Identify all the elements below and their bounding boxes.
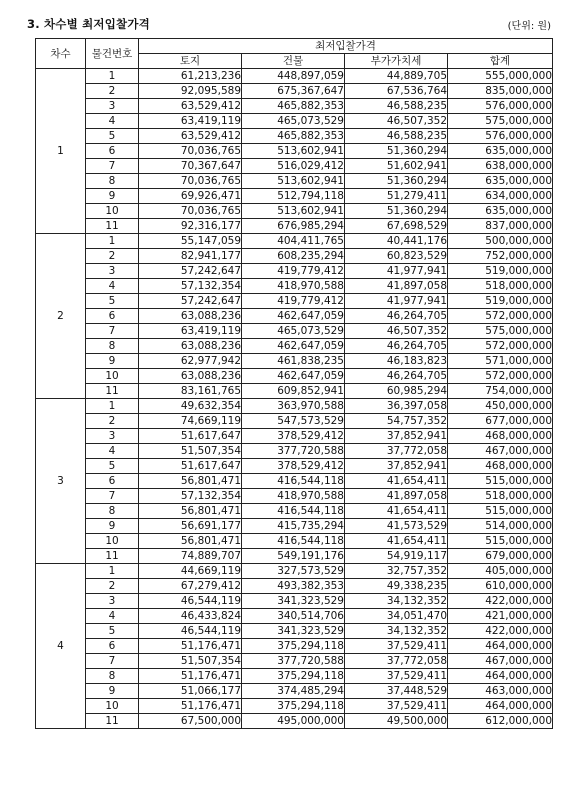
item-number-cell: 2 [86, 84, 139, 99]
total-price-cell: 752,000,000 [448, 249, 553, 264]
vat-cell: 60,985,294 [345, 384, 448, 399]
land-price-cell: 63,088,236 [139, 309, 242, 324]
table-row [36, 414, 553, 429]
total-price-cell: 518,000,000 [448, 279, 553, 294]
table-row [36, 699, 553, 714]
total-price-cell: 515,000,000 [448, 504, 553, 519]
total-price-cell: 515,000,000 [448, 474, 553, 489]
vat-cell: 32,757,352 [345, 564, 448, 579]
table-row [36, 279, 553, 294]
header-item-no: 물건번호 [86, 39, 139, 69]
table-row [36, 84, 553, 99]
item-number-cell: 11 [86, 219, 139, 234]
vat-cell: 51,279,411 [345, 189, 448, 204]
table-row [36, 519, 553, 534]
vat-cell: 37,852,941 [345, 429, 448, 444]
table-row [36, 234, 553, 249]
table-row [36, 549, 553, 564]
item-number-cell: 4 [86, 444, 139, 459]
item-number-cell: 2 [86, 249, 139, 264]
item-number-cell: 3 [86, 429, 139, 444]
vat-cell: 49,338,235 [345, 579, 448, 594]
building-price-cell: 378,529,412 [242, 429, 345, 444]
total-price-cell: 576,000,000 [448, 99, 553, 114]
table-row [36, 354, 553, 369]
land-price-cell: 56,801,471 [139, 504, 242, 519]
total-price-cell: 638,000,000 [448, 159, 553, 174]
land-price-cell: 51,507,354 [139, 654, 242, 669]
building-price-cell: 513,602,941 [242, 144, 345, 159]
building-price-cell: 340,514,706 [242, 609, 345, 624]
vat-cell: 37,772,058 [345, 444, 448, 459]
land-price-cell: 57,132,354 [139, 279, 242, 294]
table-row [36, 114, 553, 129]
total-price-cell: 835,000,000 [448, 84, 553, 99]
building-price-cell: 493,382,353 [242, 579, 345, 594]
total-price-cell: 500,000,000 [448, 234, 553, 249]
total-price-cell: 572,000,000 [448, 339, 553, 354]
vat-cell: 44,889,705 [345, 69, 448, 84]
total-price-cell: 514,000,000 [448, 519, 553, 534]
land-price-cell: 44,669,119 [139, 564, 242, 579]
table-row [36, 684, 553, 699]
item-number-cell: 5 [86, 294, 139, 309]
vat-cell: 60,823,529 [345, 249, 448, 264]
item-number-cell: 3 [86, 594, 139, 609]
table-row [36, 159, 553, 174]
total-price-cell: 515,000,000 [448, 534, 553, 549]
table-row [36, 204, 553, 219]
item-number-cell: 11 [86, 549, 139, 564]
land-price-cell: 51,176,471 [139, 639, 242, 654]
item-number-cell: 8 [86, 174, 139, 189]
header-total: 합계 [448, 54, 553, 69]
item-number-cell: 5 [86, 624, 139, 639]
land-price-cell: 51,617,647 [139, 429, 242, 444]
total-price-cell: 422,000,000 [448, 594, 553, 609]
land-price-cell: 83,161,765 [139, 384, 242, 399]
total-price-cell: 463,000,000 [448, 684, 553, 699]
total-price-cell: 612,000,000 [448, 714, 553, 729]
building-price-cell: 377,720,588 [242, 444, 345, 459]
total-price-cell: 464,000,000 [448, 639, 553, 654]
table-row [36, 384, 553, 399]
table-row [36, 339, 553, 354]
vat-cell: 46,588,235 [345, 99, 448, 114]
item-number-cell: 1 [86, 564, 139, 579]
item-number-cell: 9 [86, 354, 139, 369]
item-number-cell: 4 [86, 279, 139, 294]
item-number-cell: 11 [86, 714, 139, 729]
item-number-cell: 6 [86, 144, 139, 159]
vat-cell: 37,529,411 [345, 699, 448, 714]
header-vat: 부가가치세 [345, 54, 448, 69]
table-row [36, 459, 553, 474]
vat-cell: 41,654,411 [345, 474, 448, 489]
land-price-cell: 46,544,119 [139, 594, 242, 609]
item-number-cell: 6 [86, 474, 139, 489]
building-price-cell: 448,897,059 [242, 69, 345, 84]
table-row [36, 444, 553, 459]
item-number-cell: 4 [86, 609, 139, 624]
building-price-cell: 418,970,588 [242, 279, 345, 294]
table-row [36, 144, 553, 159]
section-header [27, 16, 551, 34]
item-number-cell: 5 [86, 459, 139, 474]
item-number-cell: 5 [86, 129, 139, 144]
table-row [36, 369, 553, 384]
vat-cell: 34,132,352 [345, 624, 448, 639]
round-cell: 3 [36, 399, 86, 564]
land-price-cell: 51,066,177 [139, 684, 242, 699]
table-row [36, 564, 553, 579]
header-min-bid: 최저입찰가격 [139, 39, 553, 54]
building-price-cell: 375,294,118 [242, 639, 345, 654]
building-price-cell: 462,647,059 [242, 309, 345, 324]
land-price-cell: 57,242,647 [139, 294, 242, 309]
vat-cell: 41,897,058 [345, 489, 448, 504]
building-price-cell: 416,544,118 [242, 504, 345, 519]
land-price-cell: 63,088,236 [139, 339, 242, 354]
building-price-cell: 374,485,294 [242, 684, 345, 699]
item-number-cell: 1 [86, 69, 139, 84]
table-row [36, 609, 553, 624]
min-bid-price-table [35, 38, 553, 729]
vat-cell: 51,360,294 [345, 174, 448, 189]
item-number-cell: 11 [86, 384, 139, 399]
land-price-cell: 51,176,471 [139, 699, 242, 714]
building-price-cell: 513,602,941 [242, 204, 345, 219]
item-number-cell: 4 [86, 114, 139, 129]
building-price-cell: 513,602,941 [242, 174, 345, 189]
land-price-cell: 70,036,765 [139, 204, 242, 219]
building-price-cell: 419,779,412 [242, 264, 345, 279]
total-price-cell: 519,000,000 [448, 264, 553, 279]
total-price-cell: 450,000,000 [448, 399, 553, 414]
vat-cell: 41,897,058 [345, 279, 448, 294]
vat-cell: 51,602,941 [345, 159, 448, 174]
item-number-cell: 9 [86, 519, 139, 534]
land-price-cell: 63,529,412 [139, 99, 242, 114]
item-number-cell: 9 [86, 684, 139, 699]
item-number-cell: 8 [86, 669, 139, 684]
table-row [36, 264, 553, 279]
header-land: 토지 [139, 54, 242, 69]
vat-cell: 41,977,941 [345, 294, 448, 309]
vat-cell: 34,132,352 [345, 594, 448, 609]
vat-cell: 51,360,294 [345, 204, 448, 219]
vat-cell: 46,264,705 [345, 369, 448, 384]
total-price-cell: 576,000,000 [448, 129, 553, 144]
building-price-cell: 404,411,765 [242, 234, 345, 249]
total-price-cell: 405,000,000 [448, 564, 553, 579]
table-row [36, 534, 553, 549]
item-number-cell: 8 [86, 339, 139, 354]
vat-cell: 46,588,235 [345, 129, 448, 144]
table-body [36, 69, 553, 729]
round-cell: 4 [36, 564, 86, 729]
building-price-cell: 419,779,412 [242, 294, 345, 309]
land-price-cell: 55,147,059 [139, 234, 242, 249]
total-price-cell: 837,000,000 [448, 219, 553, 234]
item-number-cell: 10 [86, 699, 139, 714]
item-number-cell: 2 [86, 579, 139, 594]
building-price-cell: 327,573,529 [242, 564, 345, 579]
table-row [36, 174, 553, 189]
vat-cell: 49,500,000 [345, 714, 448, 729]
item-number-cell: 10 [86, 534, 139, 549]
building-price-cell: 462,647,059 [242, 339, 345, 354]
vat-cell: 54,919,117 [345, 549, 448, 564]
building-price-cell: 676,985,294 [242, 219, 345, 234]
building-price-cell: 549,191,176 [242, 549, 345, 564]
land-price-cell: 51,617,647 [139, 459, 242, 474]
table-row [36, 309, 553, 324]
total-price-cell: 467,000,000 [448, 444, 553, 459]
vat-cell: 46,264,705 [345, 309, 448, 324]
item-number-cell: 3 [86, 264, 139, 279]
land-price-cell: 57,132,354 [139, 489, 242, 504]
land-price-cell: 74,889,707 [139, 549, 242, 564]
total-price-cell: 464,000,000 [448, 699, 553, 714]
table-row [36, 594, 553, 609]
item-number-cell: 1 [86, 399, 139, 414]
land-price-cell: 56,691,177 [139, 519, 242, 534]
table-row [36, 489, 553, 504]
land-price-cell: 46,433,824 [139, 609, 242, 624]
land-price-cell: 56,801,471 [139, 534, 242, 549]
table-row [36, 249, 553, 264]
building-price-cell: 462,647,059 [242, 369, 345, 384]
table-row [36, 714, 553, 729]
table-row [36, 129, 553, 144]
unit-label: (단위: 원) [507, 21, 551, 32]
vat-cell: 41,977,941 [345, 264, 448, 279]
vat-cell: 34,051,470 [345, 609, 448, 624]
total-price-cell: 571,000,000 [448, 354, 553, 369]
building-price-cell: 363,970,588 [242, 399, 345, 414]
land-price-cell: 51,176,471 [139, 669, 242, 684]
building-price-cell: 378,529,412 [242, 459, 345, 474]
building-price-cell: 465,882,353 [242, 99, 345, 114]
round-cell: 2 [36, 234, 86, 399]
vat-cell: 37,852,941 [345, 459, 448, 474]
land-price-cell: 67,500,000 [139, 714, 242, 729]
land-price-cell: 63,419,119 [139, 114, 242, 129]
total-price-cell: 519,000,000 [448, 294, 553, 309]
land-price-cell: 70,036,765 [139, 174, 242, 189]
building-price-cell: 375,294,118 [242, 699, 345, 714]
item-number-cell: 2 [86, 414, 139, 429]
building-price-cell: 415,735,294 [242, 519, 345, 534]
item-number-cell: 9 [86, 189, 139, 204]
total-price-cell: 679,000,000 [448, 549, 553, 564]
building-price-cell: 495,000,000 [242, 714, 345, 729]
total-price-cell: 572,000,000 [448, 369, 553, 384]
land-price-cell: 70,036,765 [139, 144, 242, 159]
table-row [36, 429, 553, 444]
vat-cell: 46,264,705 [345, 339, 448, 354]
item-number-cell: 10 [86, 369, 139, 384]
building-price-cell: 416,544,118 [242, 474, 345, 489]
land-price-cell: 56,801,471 [139, 474, 242, 489]
land-price-cell: 61,213,236 [139, 69, 242, 84]
item-number-cell: 7 [86, 489, 139, 504]
vat-cell: 41,573,529 [345, 519, 448, 534]
total-price-cell: 467,000,000 [448, 654, 553, 669]
vat-cell: 41,654,411 [345, 534, 448, 549]
building-price-cell: 375,294,118 [242, 669, 345, 684]
table-row [36, 219, 553, 234]
land-price-cell: 67,279,412 [139, 579, 242, 594]
item-number-cell: 3 [86, 99, 139, 114]
land-price-cell: 63,529,412 [139, 129, 242, 144]
total-price-cell: 464,000,000 [448, 669, 553, 684]
vat-cell: 54,757,352 [345, 414, 448, 429]
total-price-cell: 468,000,000 [448, 429, 553, 444]
header-building: 건물 [242, 54, 345, 69]
item-number-cell: 8 [86, 504, 139, 519]
vat-cell: 41,654,411 [345, 504, 448, 519]
building-price-cell: 512,794,118 [242, 189, 345, 204]
vat-cell: 37,529,411 [345, 639, 448, 654]
land-price-cell: 63,088,236 [139, 369, 242, 384]
land-price-cell: 46,544,119 [139, 624, 242, 639]
total-price-cell: 610,000,000 [448, 579, 553, 594]
total-price-cell: 635,000,000 [448, 204, 553, 219]
item-number-cell: 7 [86, 324, 139, 339]
total-price-cell: 754,000,000 [448, 384, 553, 399]
total-price-cell: 635,000,000 [448, 174, 553, 189]
vat-cell: 36,397,058 [345, 399, 448, 414]
vat-cell: 37,529,411 [345, 669, 448, 684]
total-price-cell: 422,000,000 [448, 624, 553, 639]
total-price-cell: 635,000,000 [448, 144, 553, 159]
total-price-cell: 634,000,000 [448, 189, 553, 204]
total-price-cell: 575,000,000 [448, 114, 553, 129]
building-price-cell: 675,367,647 [242, 84, 345, 99]
vat-cell: 51,360,294 [345, 144, 448, 159]
land-price-cell: 63,419,119 [139, 324, 242, 339]
total-price-cell: 572,000,000 [448, 309, 553, 324]
building-price-cell: 461,838,235 [242, 354, 345, 369]
building-price-cell: 465,882,353 [242, 129, 345, 144]
building-price-cell: 609,852,941 [242, 384, 345, 399]
land-price-cell: 57,242,647 [139, 264, 242, 279]
table-row [36, 69, 553, 84]
vat-cell: 67,698,529 [345, 219, 448, 234]
vat-cell: 67,536,764 [345, 84, 448, 99]
table-row [36, 669, 553, 684]
table-row [36, 399, 553, 414]
header-round: 차수 [36, 39, 86, 69]
total-price-cell: 575,000,000 [448, 324, 553, 339]
table-row [36, 294, 553, 309]
vat-cell: 46,507,352 [345, 324, 448, 339]
building-price-cell: 465,073,529 [242, 114, 345, 129]
total-price-cell: 518,000,000 [448, 489, 553, 504]
total-price-cell: 677,000,000 [448, 414, 553, 429]
building-price-cell: 418,970,588 [242, 489, 345, 504]
total-price-cell: 421,000,000 [448, 609, 553, 624]
table-row [36, 474, 553, 489]
item-number-cell: 6 [86, 639, 139, 654]
item-number-cell: 10 [86, 204, 139, 219]
building-price-cell: 608,235,294 [242, 249, 345, 264]
vat-cell: 37,772,058 [345, 654, 448, 669]
building-price-cell: 465,073,529 [242, 324, 345, 339]
table-row [36, 639, 553, 654]
table-row [36, 579, 553, 594]
building-price-cell: 377,720,588 [242, 654, 345, 669]
land-price-cell: 92,316,177 [139, 219, 242, 234]
vat-cell: 46,507,352 [345, 114, 448, 129]
building-price-cell: 341,323,529 [242, 594, 345, 609]
table-row [36, 189, 553, 204]
building-price-cell: 516,029,412 [242, 159, 345, 174]
item-number-cell: 6 [86, 309, 139, 324]
vat-cell: 46,183,823 [345, 354, 448, 369]
land-price-cell: 49,632,354 [139, 399, 242, 414]
land-price-cell: 62,977,942 [139, 354, 242, 369]
table-row [36, 99, 553, 114]
land-price-cell: 69,926,471 [139, 189, 242, 204]
total-price-cell: 468,000,000 [448, 459, 553, 474]
building-price-cell: 416,544,118 [242, 534, 345, 549]
vat-cell: 40,441,176 [345, 234, 448, 249]
table-row [36, 324, 553, 339]
land-price-cell: 92,095,589 [139, 84, 242, 99]
table-row [36, 504, 553, 519]
land-price-cell: 70,367,647 [139, 159, 242, 174]
item-number-cell: 1 [86, 234, 139, 249]
land-price-cell: 74,669,119 [139, 414, 242, 429]
total-price-cell: 555,000,000 [448, 69, 553, 84]
round-cell: 1 [36, 69, 86, 234]
section-title: 3. 차수별 최저입찰가격 [27, 17, 150, 31]
land-price-cell: 51,507,354 [139, 444, 242, 459]
building-price-cell: 547,573,529 [242, 414, 345, 429]
item-number-cell: 7 [86, 654, 139, 669]
table-row [36, 654, 553, 669]
vat-cell: 37,448,529 [345, 684, 448, 699]
land-price-cell: 82,941,177 [139, 249, 242, 264]
building-price-cell: 341,323,529 [242, 624, 345, 639]
table-row [36, 624, 553, 639]
item-number-cell: 7 [86, 159, 139, 174]
